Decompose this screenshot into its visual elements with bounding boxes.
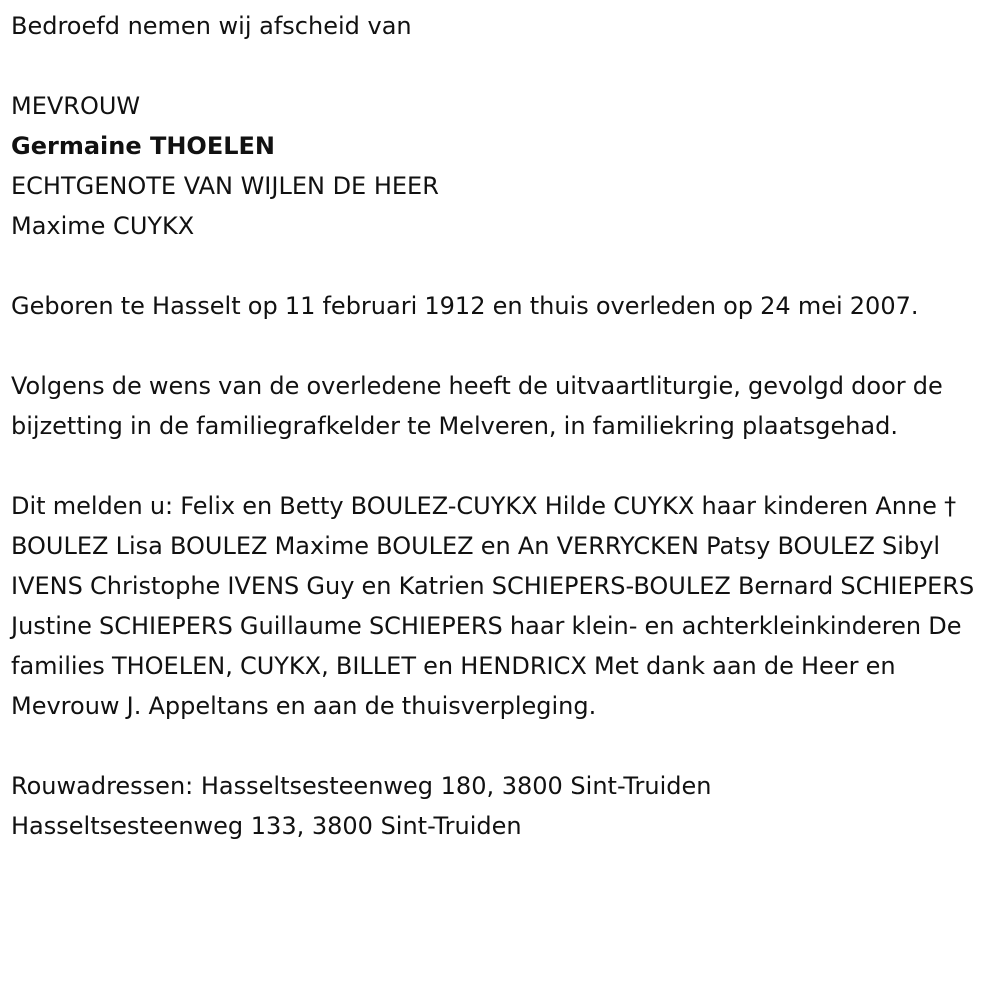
spacer [11, 446, 1000, 486]
spouse-title: ECHTGENOTE VAN WIJLEN DE HEER [11, 172, 439, 200]
funeral-paragraph: Volgens de wens van de overledene heeft de uitvaartliturgie, gevolgd door de bijzetting in de familiegrafkelder te Melveren, in familiekring plaatsgehad. [11, 372, 943, 440]
intro-text: Bedroefd nemen wij afscheid van [11, 12, 412, 40]
spacer [11, 726, 1000, 766]
spouse-name: Maxime CUYKX [11, 212, 195, 240]
address-line-1: Rouwadressen: Hasseltsesteenweg 180, 3800 Sint-Truiden [11, 772, 712, 800]
address-line-2: Hasseltsesteenweg 133, 3800 Sint-Truiden [11, 812, 522, 840]
deceased-name: Germaine THOELEN [11, 132, 275, 160]
birth-death-paragraph: Geboren te Hasselt op 11 februari 1912 en thuis overleden op 24 mei 2007. [11, 292, 919, 320]
family-paragraph: Dit melden u: Felix en Betty BOULEZ-CUYKX Hilde CUYKX haar kinderen Anne † BOULEZ Lisa BOULEZ Maxime BOULEZ en An VERRYCKEN Patsy BOULEZ Sibyl IVENS Christophe IVENS Guy en Katrien SCHIEPERS-BOULEZ Bernard SCHIEPERS Justine SCHIEPERS Guillaume SCHIEPERS haar klein- en achterkleinkinderen De families THOELEN, CUYKX, BILLET en HENDRICX Met dank aan de Heer en Mevrouw J. Appeltans en aan de thuisverpleging. [11, 492, 975, 720]
spacer [11, 246, 1000, 286]
spacer [11, 326, 1000, 366]
title-prefix: MEVROUW [11, 92, 141, 120]
spacer [11, 46, 1000, 86]
